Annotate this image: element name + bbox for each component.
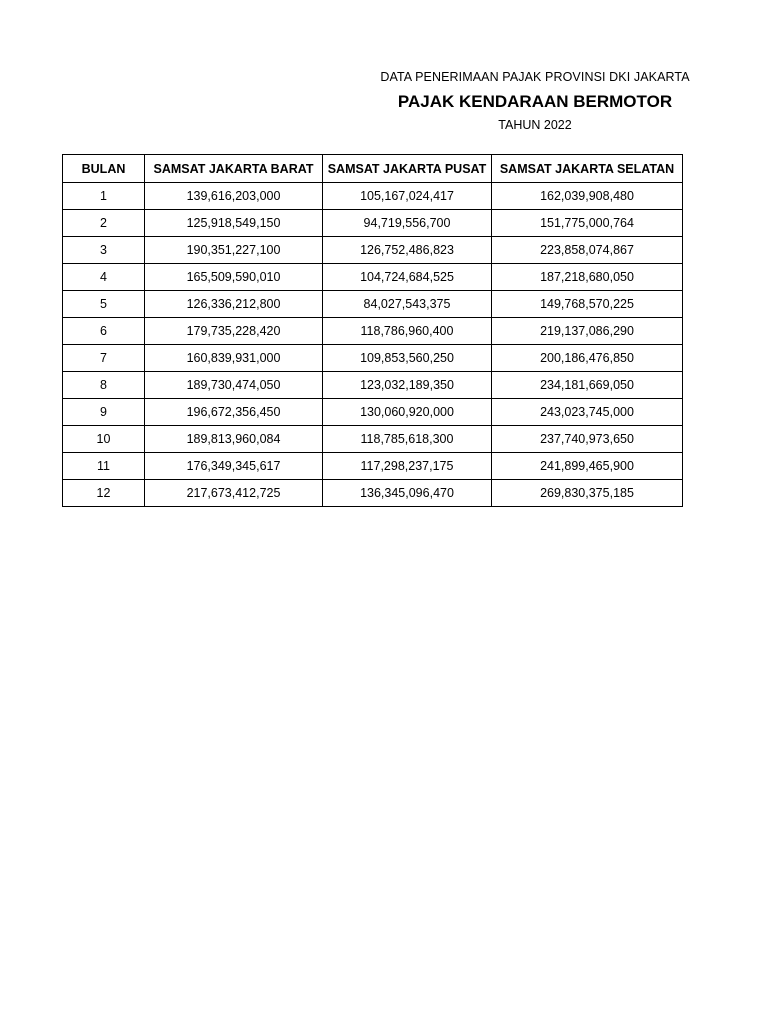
table-row (63, 237, 683, 264)
cell-bulan: 6 (63, 318, 145, 345)
table-body (63, 183, 683, 507)
cell-samsat-selatan: 151,775,000,764 (492, 210, 683, 237)
table-row (63, 345, 683, 372)
cell-samsat-selatan: 243,023,745,000 (492, 399, 683, 426)
document-header (0, 0, 768, 150)
cell-samsat-barat: 179,735,228,420 (145, 318, 323, 345)
cell-samsat-barat: 160,839,931,000 (145, 345, 323, 372)
cell-samsat-barat: 189,730,474,050 (145, 372, 323, 399)
cell-samsat-selatan: 223,858,074,867 (492, 237, 683, 264)
table-row (63, 318, 683, 345)
cell-samsat-pusat: 118,785,618,300 (323, 426, 492, 453)
cell-samsat-pusat: 123,032,189,350 (323, 372, 492, 399)
cell-samsat-barat: 196,672,356,450 (145, 399, 323, 426)
cell-bulan: 12 (63, 480, 145, 507)
table-row (63, 426, 683, 453)
cell-samsat-pusat: 104,724,684,525 (323, 264, 492, 291)
tax-revenue-table (62, 154, 683, 507)
cell-bulan: 9 (63, 399, 145, 426)
table-row (63, 372, 683, 399)
cell-samsat-barat: 125,918,549,150 (145, 210, 323, 237)
document-title: PAJAK KENDARAAN BERMOTOR (397, 92, 673, 111)
cell-bulan: 1 (63, 183, 145, 210)
cell-samsat-barat: 217,673,412,725 (145, 480, 323, 507)
cell-samsat-barat: 139,616,203,000 (145, 183, 323, 210)
column-header-samsat-barat: SAMSAT JAKARTA BARAT (145, 155, 323, 183)
year-label: TAHUN 2022 (498, 118, 572, 132)
cell-bulan: 5 (63, 291, 145, 318)
cell-samsat-pusat: 136,345,096,470 (323, 480, 492, 507)
table-header (63, 155, 683, 183)
cell-bulan: 2 (63, 210, 145, 237)
column-header-samsat-selatan: SAMSAT JAKARTA SELATAN (492, 155, 683, 183)
cell-samsat-selatan: 269,830,375,185 (492, 480, 683, 507)
cell-samsat-barat: 189,813,960,084 (145, 426, 323, 453)
cell-samsat-selatan: 219,137,086,290 (492, 318, 683, 345)
cell-samsat-selatan: 162,039,908,480 (492, 183, 683, 210)
document-subtitle: DATA PENERIMAAN PAJAK PROVINSI DKI JAKARTA (380, 70, 690, 84)
table-row (63, 183, 683, 210)
cell-samsat-barat: 126,336,212,800 (145, 291, 323, 318)
cell-bulan: 10 (63, 426, 145, 453)
table-row (63, 453, 683, 480)
column-header-samsat-pusat: SAMSAT JAKARTA PUSAT (323, 155, 492, 183)
cell-samsat-barat: 190,351,227,100 (145, 237, 323, 264)
table-row (63, 264, 683, 291)
cell-samsat-pusat: 94,719,556,700 (323, 210, 492, 237)
column-header-bulan: BULAN (63, 155, 145, 183)
cell-bulan: 8 (63, 372, 145, 399)
table-header-row (63, 155, 683, 183)
cell-samsat-selatan: 237,740,973,650 (492, 426, 683, 453)
cell-samsat-pusat: 105,167,024,417 (323, 183, 492, 210)
cell-bulan: 11 (63, 453, 145, 480)
cell-samsat-selatan: 149,768,570,225 (492, 291, 683, 318)
cell-samsat-pusat: 117,298,237,175 (323, 453, 492, 480)
cell-samsat-pusat: 118,786,960,400 (323, 318, 492, 345)
cell-samsat-pusat: 130,060,920,000 (323, 399, 492, 426)
cell-samsat-pusat: 126,752,486,823 (323, 237, 492, 264)
table-row (63, 399, 683, 426)
table-row (63, 480, 683, 507)
cell-samsat-selatan: 187,218,680,050 (492, 264, 683, 291)
table-row (63, 210, 683, 237)
cell-samsat-barat: 165,509,590,010 (145, 264, 323, 291)
cell-bulan: 7 (63, 345, 145, 372)
cell-bulan: 3 (63, 237, 145, 264)
cell-samsat-pusat: 109,853,560,250 (323, 345, 492, 372)
cell-samsat-selatan: 234,181,669,050 (492, 372, 683, 399)
cell-samsat-selatan: 200,186,476,850 (492, 345, 683, 372)
cell-bulan: 4 (63, 264, 145, 291)
cell-samsat-selatan: 241,899,465,900 (492, 453, 683, 480)
table-row (63, 291, 683, 318)
cell-samsat-barat: 176,349,345,617 (145, 453, 323, 480)
cell-samsat-pusat: 84,027,543,375 (323, 291, 492, 318)
